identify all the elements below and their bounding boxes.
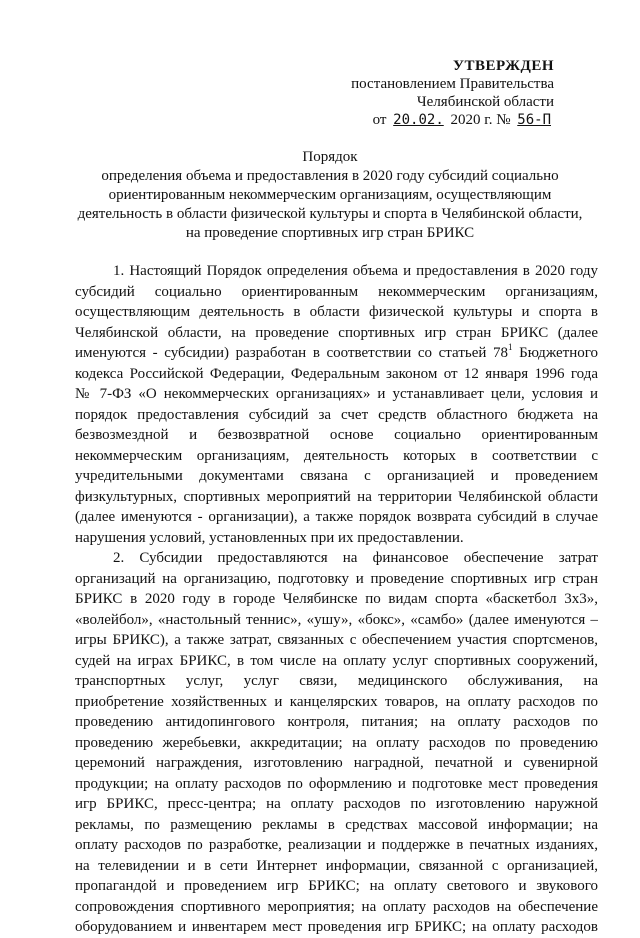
article-superscript: 1 bbox=[508, 343, 513, 352]
title-line-1: Порядок bbox=[302, 149, 358, 165]
body-line: (далее именуются - организации), а также порядок возврата субсидий в случае bbox=[75, 509, 598, 525]
body-line: некоммерческим организациям, деятельность которых в соответствии с bbox=[75, 447, 598, 464]
approval-stamp bbox=[344, 57, 554, 129]
body-line: БРИКС в 2020 году в городе Челябинске по видам спорта «баскетбол 3х3», bbox=[75, 591, 598, 607]
body-line: судей на играх БРИКС, в том числе на оплату услуг спортивных сооружений, bbox=[75, 652, 598, 669]
approval-year-part: 2020 г. № bbox=[450, 112, 511, 128]
body-line: 2. Субсидии предоставляются на финансовое обеспечение затрат bbox=[113, 550, 598, 566]
body-line: пропагандой и проведением игр БРИКС; на оплату светового и звукового bbox=[75, 878, 598, 894]
body-line: транспортных услуг, услуг связи, медицинского обслуживания, на bbox=[75, 673, 598, 689]
title-line-3: ориентированным некоммерческим организациям, осуществляющим bbox=[108, 187, 552, 203]
title-line-2: определения объема и предоставления в 2020 году субсидий социально bbox=[101, 168, 559, 184]
body-line: осуществляющим деятельность в области физической культуры и спорта в bbox=[75, 304, 598, 320]
approval-date-line bbox=[344, 111, 554, 129]
body-line: игры БРИКС), а также затрат, связанных с обеспечением участия спортсменов, bbox=[75, 632, 598, 648]
body-line-with-superscript bbox=[75, 343, 598, 364]
body-line: № 7-ФЗ «О некоммерческих организациях» и устанавливает цели, условия и bbox=[75, 386, 598, 402]
body-line: игр БРИКС, пресс-центра; на оплату расходов по изготовлению наружной bbox=[75, 796, 598, 812]
approval-line-2: Челябинской области bbox=[416, 94, 554, 110]
body-line-tail: Бюджетного bbox=[512, 345, 598, 361]
body-line: проведению антидопингового контроля, питания; на оплату расходов по bbox=[75, 714, 598, 730]
title-line-4: деятельность в области физической культуры и спорта в Челябинской области, bbox=[77, 206, 583, 222]
body-line: физкультурных, спортивных мероприятий на территории Челябинской области bbox=[75, 488, 598, 505]
approval-heading: УТВЕРЖДЕН bbox=[453, 58, 554, 74]
body-line: оборудованием и инвентарем мест проведения игр БРИКС; на оплату расходов bbox=[75, 919, 598, 935]
approval-date-prefix: от bbox=[372, 112, 387, 128]
document-title bbox=[60, 148, 600, 243]
approval-date-value: 20.02. bbox=[393, 112, 444, 128]
body-line: церемоний награждения, изготовлению наградной, печатной и сувенирной bbox=[75, 755, 598, 771]
body-line: безвозмездной и безвозвратной основе социально ориентированным bbox=[75, 427, 598, 443]
body-line: субсидий социально ориентированным некоммерческим организациям, bbox=[75, 283, 598, 300]
approval-line-1: постановлением Правительства bbox=[351, 76, 554, 92]
body-line: Челябинской области, на проведение спортивных игр стран БРИКС (далее bbox=[75, 324, 598, 341]
body-line: приобретение хозяйственных и канцелярских товаров, на оплату расходов по bbox=[75, 693, 598, 710]
body-line: порядок предоставления субсидий за счет средств областного бюджета на bbox=[75, 406, 598, 423]
title-line-5: на проведение спортивных игр стран БРИКС bbox=[185, 225, 475, 241]
body-line: учредительными документами связана с организацией и проведением bbox=[75, 468, 598, 484]
document-body bbox=[75, 261, 598, 938]
body-line: рекламы, по размещению рекламы в средствах массовой информации; на bbox=[75, 816, 598, 833]
body-line: на телевидении и в сети Интернет информации, связанной с организацией, bbox=[75, 857, 598, 874]
approval-number-value: 56-П bbox=[517, 112, 551, 128]
body-line: 1. Настоящий Порядок определения объема и предоставления в 2020 году bbox=[113, 263, 598, 279]
body-line: кодекса Российской Федерации, Федеральным законом от 12 января 1996 года bbox=[75, 365, 598, 382]
body-line: нарушения условий, установленных при их предоставлении. bbox=[75, 529, 464, 546]
body-line: «волейбол», «настольный теннис», «ушу», «бокс», «самбо» (далее именуются – bbox=[75, 611, 598, 628]
body-line: оплату расходов по разработке, реализации и поддержке в печатных изданиях, bbox=[75, 837, 598, 853]
body-line: сопровождения спортивного мероприятия; на оплату расходов на обеспечение bbox=[75, 898, 598, 915]
body-line: организаций на организацию, подготовку и проведение спортивных игр стран bbox=[75, 570, 598, 587]
body-line: проведению жеребьевки, аккредитации; на оплату расходов по проведению bbox=[75, 734, 598, 751]
body-line-text: именуются - субсидии) разработан в соответствии со статьей 78 bbox=[75, 345, 509, 361]
body-line: продукции; на оплату расходов по оформлению и подготовке мест проведения bbox=[75, 775, 598, 792]
